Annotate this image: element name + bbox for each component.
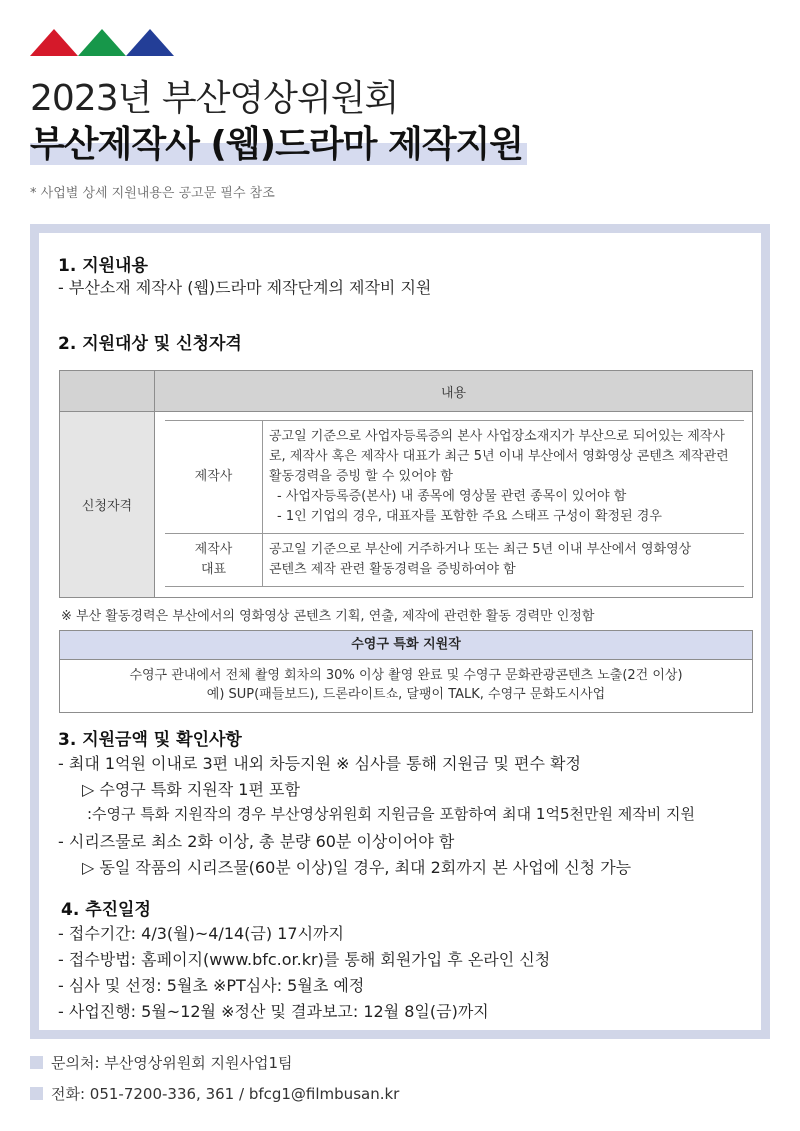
section1-line: - 부산소재 제작사 (웹)드라마 제작단계의 제작비 지원	[58, 278, 432, 297]
section1-heading: 1. 지원내용	[58, 256, 148, 276]
text-line: 활동경력을 증빙 할 수 있어야 함	[269, 469, 453, 484]
row-value-company	[263, 421, 745, 534]
suyeong-body	[60, 660, 752, 712]
text-line: - 1인 기업의 경우, 대표자를 포함한 주요 스태프 구성이 확정된 경우	[277, 509, 662, 524]
contact-line	[30, 1052, 293, 1073]
phone-line	[30, 1083, 399, 1104]
text-line: 대표	[200, 562, 227, 577]
section3-heading: 3. 지원금액 및 확인사항	[58, 730, 242, 750]
text-line: 제작사	[194, 542, 233, 557]
section4-heading: 4. 추진일정	[61, 900, 151, 920]
row-value-ceo	[263, 534, 745, 587]
list-item: - 접수방법: 홈페이지(www.bfc.or.kr)를 통해 회원가입 후 온라인 신청	[58, 950, 551, 969]
text-line: 수영구 관내에서 전체 촬영 회차의 30% 이상 촬영 완료 및 수영구 문화관광콘텐츠 노출(2건 이상)	[129, 668, 683, 683]
footnote: ※ 부산 활동경력은 부산에서의 영화영상 콘텐츠 기획, 연출, 제작에 관련한 활동 경력만 인정함	[61, 609, 595, 624]
list-item: ▷ 동일 작품의 시리즈물(60분 이상)일 경우, 최대 2회까지 본 사업에 신청 가능	[82, 858, 632, 877]
text-line: - 사업자등록증(본사) 내 종목에 영상물 관련 종목이 있어야 함	[277, 489, 627, 504]
content-frame	[30, 224, 770, 1039]
suyeong-title: 수영구 특화 지원작	[60, 631, 752, 660]
row-key-ceo	[165, 534, 263, 587]
list-item: - 접수기간: 4/3(월)~4/14(금) 17시까지	[58, 924, 344, 943]
section2-heading: 2. 지원대상 및 신청자격	[58, 334, 242, 354]
row-key-company: 제작사	[165, 421, 263, 534]
eligibility-table	[59, 370, 753, 598]
row-label: 신청자격	[60, 412, 155, 598]
logo-triangle-blue-icon	[126, 29, 174, 56]
text-line: 공고일 기준으로 사업자등록증의 본사 사업장소재지가 부산으로 되어있는 제작사	[269, 429, 725, 444]
list-item: ▷ 수영구 특화 지원작 1편 포함	[82, 780, 300, 799]
title-line1: 2023년 부산영상위원회	[30, 78, 399, 119]
list-item: - 사업진행: 5월~12월 ※정산 및 결과보고: 12월 8일(금)까지	[58, 1002, 489, 1021]
phone-text: 전화: 051-7200-336, 361 / bfcg1@filmbusan.kr	[51, 1085, 400, 1103]
inner-table	[165, 420, 744, 587]
text-line: 로, 제작사 혹은 제작사 대표가 최근 5년 이내 부산에서 영화영상 콘텐츠 제작관련	[269, 449, 729, 464]
table-corner	[60, 371, 155, 412]
list-item: - 최대 1억원 이내로 3편 내외 차등지원 ※ 심사를 통해 지원금 및 편수 확정	[58, 754, 581, 773]
suyeong-box	[59, 630, 753, 713]
top-note: * 사업별 상세 지원내용은 공고문 필수 참조	[30, 186, 275, 201]
table-body	[155, 412, 753, 598]
table-row	[165, 534, 744, 587]
title-line2	[30, 116, 527, 167]
table-header: 내용	[155, 371, 753, 412]
list-item: - 시리즈물로 최소 2화 이상, 총 분량 60분 이상이어야 함	[58, 832, 455, 851]
square-bullet-icon	[30, 1087, 43, 1100]
title-line2-text: 부산제작사 (웹)드라마 제작지원	[30, 124, 527, 165]
list-item: :수영구 특화 지원작의 경우 부산영상위원회 지원금을 포함하여 최대 1억5천만원 제작비 지원	[87, 805, 695, 823]
logo-triangle-green-icon	[78, 29, 126, 56]
text-line: 공고일 기준으로 부산에 거주하거나 또는 최근 5년 이내 부산에서 영화영상	[269, 542, 692, 557]
table-row	[165, 421, 744, 534]
logo-triangle-red-icon	[30, 29, 78, 56]
contact-text: 문의처: 부산영상위원회 지원사업1팀	[51, 1054, 293, 1072]
square-bullet-icon	[30, 1056, 43, 1069]
list-item: - 심사 및 선정: 5월초 ※PT심사: 5월초 예정	[58, 976, 365, 995]
text-line: 콘텐츠 제작 관련 활동경력을 증빙하여야 함	[269, 562, 516, 577]
text-line: 예) SUP(패들보드), 드론라이트쇼, 달팽이 TALK, 수영구 문화도시사업	[206, 687, 606, 702]
